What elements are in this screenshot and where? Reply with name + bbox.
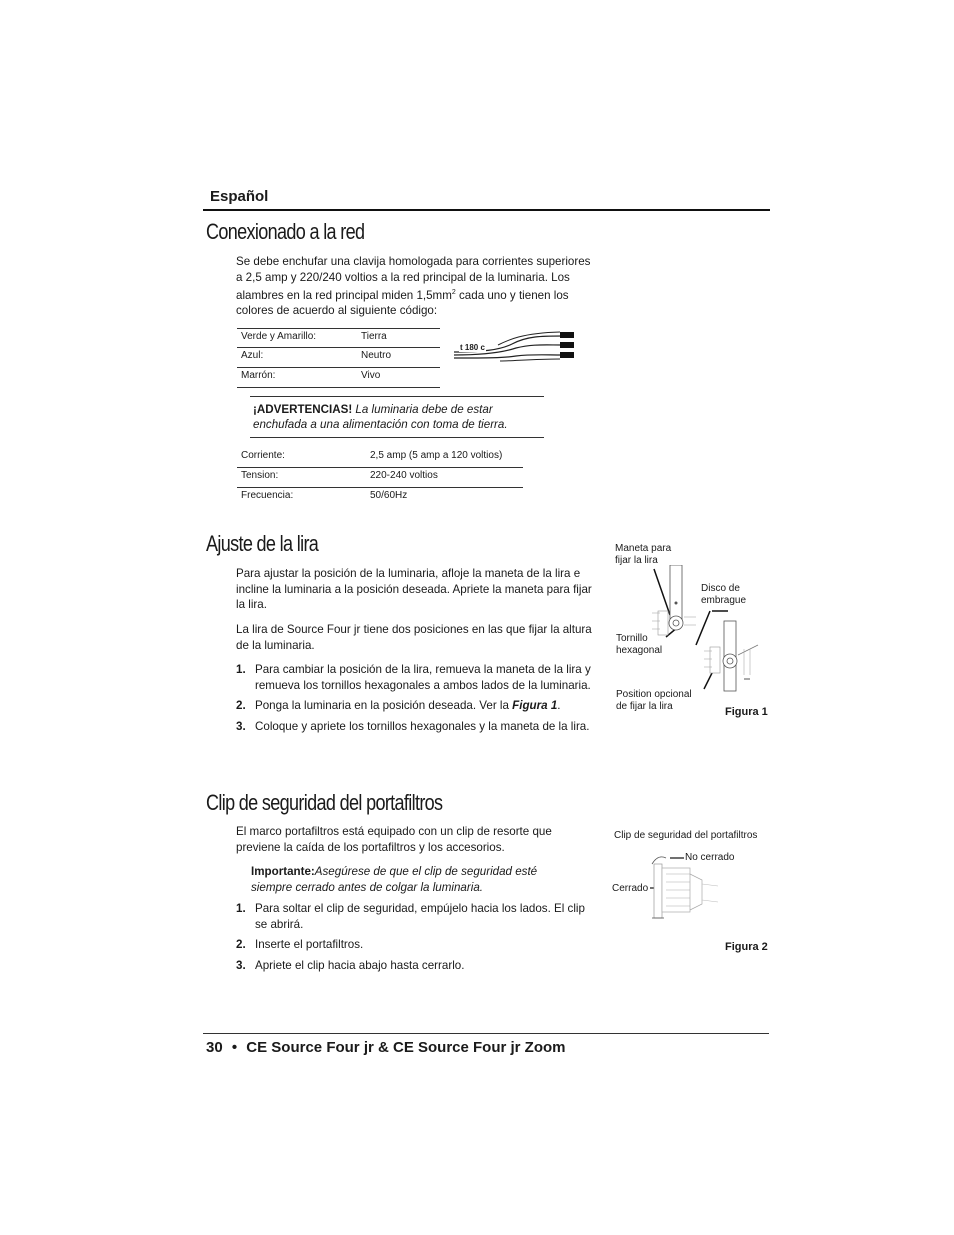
important-text: Asegúrese de que el clip de seguridad esté siempre cerrado antes de colgar la luminaria. [251, 865, 538, 894]
figure-2-title: Clip de seguridad del portafiltros [614, 830, 758, 841]
step-text: Inserte el portafiltros. [255, 938, 364, 951]
wire-row-value: Neutro [361, 350, 392, 361]
cable-label: t 180 c [460, 343, 485, 352]
callout-handle: Maneta para fijar la lira [615, 543, 672, 566]
step-text: Coloque y apriete los tornillos hexagonales y la maneta de la lira. [255, 719, 590, 733]
step-number: 2. [236, 699, 246, 712]
wire-table-rule [237, 367, 440, 368]
section-title-conexionado: Conexionado a la red [206, 219, 365, 244]
warning-text: La luminaria debe de estar enchufada a una alimentación con toma de tierra. [253, 403, 508, 431]
power-row-value: 50/60Hz [370, 490, 408, 501]
callout-screw: Tornillo hexagonal [616, 633, 663, 656]
section1-para-a: Se debe enchufar una clavija homologada para corrientes superiores a 2,5 amp y 220/240 voltios a la red principal de la luminaria. Los alambres en la red principal miden 1,5mm [236, 255, 591, 302]
figure-1-label: Figura 1 [725, 706, 768, 718]
callout-disc: Disco de embrague [701, 583, 747, 606]
step-number: 3. [236, 719, 246, 733]
power-row-label: Frecuencia: [241, 490, 294, 501]
wire-row-value: Tierra [361, 331, 387, 342]
callout-optional: Position opcional de fijar la lira [616, 689, 692, 712]
wire-row-label: Marrón: [241, 370, 276, 381]
power-row-value: 2,5 amp (5 amp a 120 voltios) [370, 450, 503, 461]
warning-top-rule [250, 396, 544, 397]
section-title-clip: Clip de seguridad del portafiltros [206, 790, 443, 815]
step-item [236, 937, 598, 953]
figure-reference: Figura 1 [512, 699, 558, 712]
step-item [236, 698, 598, 714]
section3-steps [236, 901, 598, 978]
warning-bold: ¡ADVERTENCIAS! [253, 403, 353, 416]
step-item [236, 901, 598, 932]
callout-not-closed: No cerrado [685, 852, 735, 863]
yoke-illustration [640, 565, 765, 695]
section1-para-sup: 2 [451, 289, 456, 296]
important-note [251, 864, 581, 895]
section1-paragraph [236, 254, 596, 319]
step-number: 3. [236, 958, 246, 972]
wire-row-label: Verde y Amarillo: [241, 331, 317, 342]
footer-bullet: • [231, 1039, 238, 1056]
warning-note [253, 402, 538, 432]
language-label: Español [210, 188, 269, 205]
header-rule [203, 209, 770, 211]
power-row-label: Tension: [241, 470, 279, 481]
section3-paragraph: El marco portafiltros está equipado con un clip de resorte que previene la caída de los portafiltros y los accesorios. [236, 825, 552, 854]
figure-2-label: Figura 2 [725, 941, 768, 953]
section2-steps [236, 662, 598, 739]
step-text: Ponga la luminaria en la posición deseada. Ver la [255, 699, 513, 712]
step-item [236, 662, 598, 693]
power-row-value: 220-240 voltios [370, 470, 438, 481]
warning-bottom-rule [250, 437, 544, 438]
power-row-label: Corriente: [241, 450, 285, 461]
wire-table-top-rule [237, 328, 440, 329]
step-text: Para cambiar la posición de la lira, remueva la maneta de la lira y remueva los tornillos hexagonales a ambos lados de la luminaria. [255, 663, 591, 692]
section-title-ajuste: Ajuste de la lira [206, 531, 319, 556]
section2-paragraph-1: Para ajustar la posición de la luminaria, afloje la maneta de la lira e incline la luminaria a la posición deseada. Apriete la maneta para fijar la lira. [236, 567, 592, 611]
step-item [236, 719, 598, 735]
step-number: 1. [236, 902, 246, 915]
wire-table-bottom-rule [237, 387, 440, 388]
wire-table-rule [237, 347, 440, 348]
footer-rule [203, 1033, 769, 1034]
callout-closed: Cerrado [612, 883, 649, 894]
page-footer [206, 1039, 566, 1056]
section2-paragraph-2: La lira de Source Four jr tiene dos posiciones en las que fijar la altura de la luminaria. [236, 623, 592, 652]
step-text: Apriete el clip hacia abajo hasta cerrarlo. [255, 958, 465, 972]
step-text: . [557, 699, 561, 712]
wire-row-label: Azul: [241, 350, 264, 361]
footer-title: CE Source Four jr & CE Source Four jr Zoom [246, 1039, 566, 1056]
step-text: Para soltar el clip de seguridad, empújelo hacia los lados. El clip se abrirá. [255, 902, 585, 931]
page-number: 30 [206, 1039, 223, 1056]
wire-row-value: Vivo [361, 370, 381, 381]
power-table-rule [237, 487, 523, 488]
section1-para-b: cada uno y tienen los colores de acuerdo al siguiente código: [236, 288, 569, 318]
step-number: 1. [236, 663, 246, 676]
power-table-rule [237, 467, 523, 468]
step-number: 2. [236, 938, 246, 951]
important-bold: Importante: [251, 865, 315, 878]
clip-illustration [646, 850, 720, 924]
step-item [236, 958, 598, 974]
